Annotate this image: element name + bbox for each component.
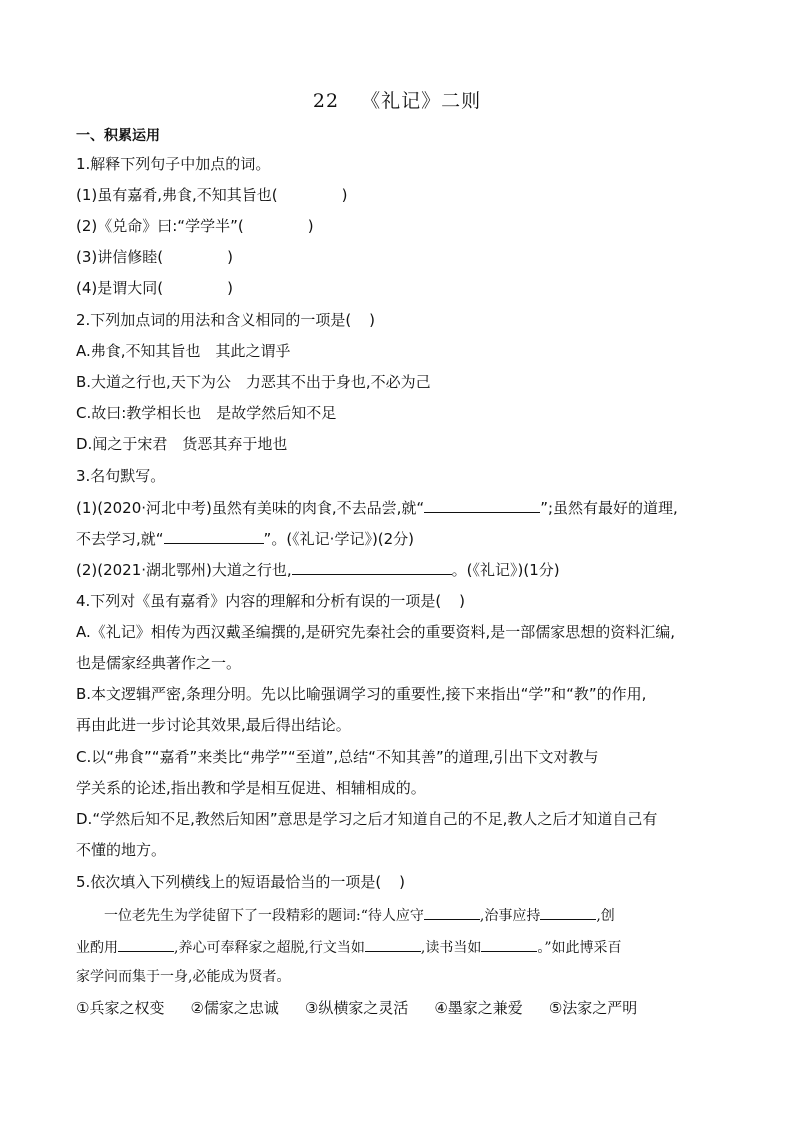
q4-option-b-line1: B.本文逻辑严密,条理分明。先以比喻强调学习的重要性,接下来指出“学”和“教”的作用,	[76, 685, 647, 703]
q4-option-d-line1: D.“学然后知不足,教然后知困”意思是学习之后才知道自己的不足,教人之后才知道自己有	[76, 810, 658, 828]
fill-blank[interactable]	[292, 560, 452, 575]
q4-option-a-line2: 也是儒家经典著作之一。	[76, 654, 242, 672]
q5-option-5: ⑤法家之严明	[548, 999, 638, 1017]
fill-blank[interactable]	[540, 905, 596, 920]
fill-blank[interactable]	[365, 937, 421, 952]
fill-blank[interactable]	[424, 498, 540, 513]
q4-option-b-line2: 再由此进一步讨论其效果,最后得出结论。	[76, 716, 351, 734]
q5-option-1: ①兵家之权变	[76, 999, 165, 1017]
lesson-title: 《礼记》二则	[361, 90, 482, 112]
q4-stem: 4.下列对《虽有嘉肴》内容的理解和分析有误的一项是( )	[76, 592, 466, 610]
q5-passage-line2: 业酌用 ,养心可奉释家之超脱,行文当如 ,读书当如 。”如此博采百	[76, 937, 721, 957]
q4-option-c-line2: 学关系的论述,指出教和学是相互促进、相辅相成的。	[76, 779, 426, 797]
q5-passage-line1: 一位老先生为学徒留下了一段精彩的题词:“待人应守 ,治事应持 ,创	[104, 905, 749, 925]
section-heading: 一、积累运用	[76, 128, 160, 144]
q3-line-2: 不去学习,就“ ”。(《礼记·学记》)(2分)	[76, 530, 415, 548]
lesson-number: 22	[312, 90, 340, 112]
q1-item-4: (4)是谓大同( )	[76, 279, 233, 297]
page-title	[0, 86, 794, 113]
q3-stem: 3.名句默写。	[76, 467, 166, 485]
q1-item-2: (2)《兑命》曰:“学学半”( )	[76, 217, 314, 235]
q2-option-c: C.故曰:教学相长也 是故学然后知不足	[76, 404, 337, 422]
q5-stem: 5.依次填入下列横线上的短语最恰当的一项是( )	[76, 873, 406, 891]
fill-blank[interactable]	[424, 905, 480, 920]
q5-option-4: ④墨家之兼爱	[434, 999, 523, 1017]
q1-item-1: (1)虽有嘉肴,弗食,不知其旨也( )	[76, 186, 348, 204]
fill-blank[interactable]	[118, 937, 174, 952]
q3-line-3: (2)(2021·湖北鄂州)大道之行也, 。(《礼记》)(1分)	[76, 561, 560, 579]
q5-passage-line3: 家学问而集于一身,必能成为贤者。	[76, 969, 291, 985]
q4-option-a-line1: A.《礼记》相传为西汉戴圣编撰的,是研究先秦社会的重要资料,是一部儒家思想的资料汇编,	[76, 623, 676, 641]
q1-stem: 1.解释下列句子中加点的词。	[76, 155, 271, 173]
q2-option-d: D.闻之于宋君 货恶其弃于地也	[76, 435, 288, 453]
q4-option-c-line1: C.以“弗食”“嘉肴”来类比“弗学”“至道”,总结“不知其善”的道理,引出下文对教与	[76, 748, 599, 766]
q2-option-a: A.弗食,不知其旨也 其此之谓乎	[76, 342, 291, 360]
q2-option-b: B.大道之行也,天下为公 力恶其不出于身也,不必为己	[76, 373, 431, 391]
q1-item-3: (3)讲信修睦( )	[76, 248, 233, 266]
q2-stem: 2.下列加点词的用法和含义相同的一项是( )	[76, 311, 376, 329]
q5-option-2: ②儒家之忠诚	[190, 999, 279, 1017]
q5-option-3: ③纵横家之灵活	[304, 999, 409, 1017]
fill-blank[interactable]	[164, 529, 264, 544]
q3-line-1: (1)(2020·河北中考)虽然有美味的肉食,不去品尝,就“ ”;虽然有最好的道理,	[76, 499, 678, 517]
q5-options	[76, 997, 663, 1018]
q4-option-d-line2: 不懂的地方。	[76, 841, 167, 859]
fill-blank[interactable]	[481, 937, 537, 952]
